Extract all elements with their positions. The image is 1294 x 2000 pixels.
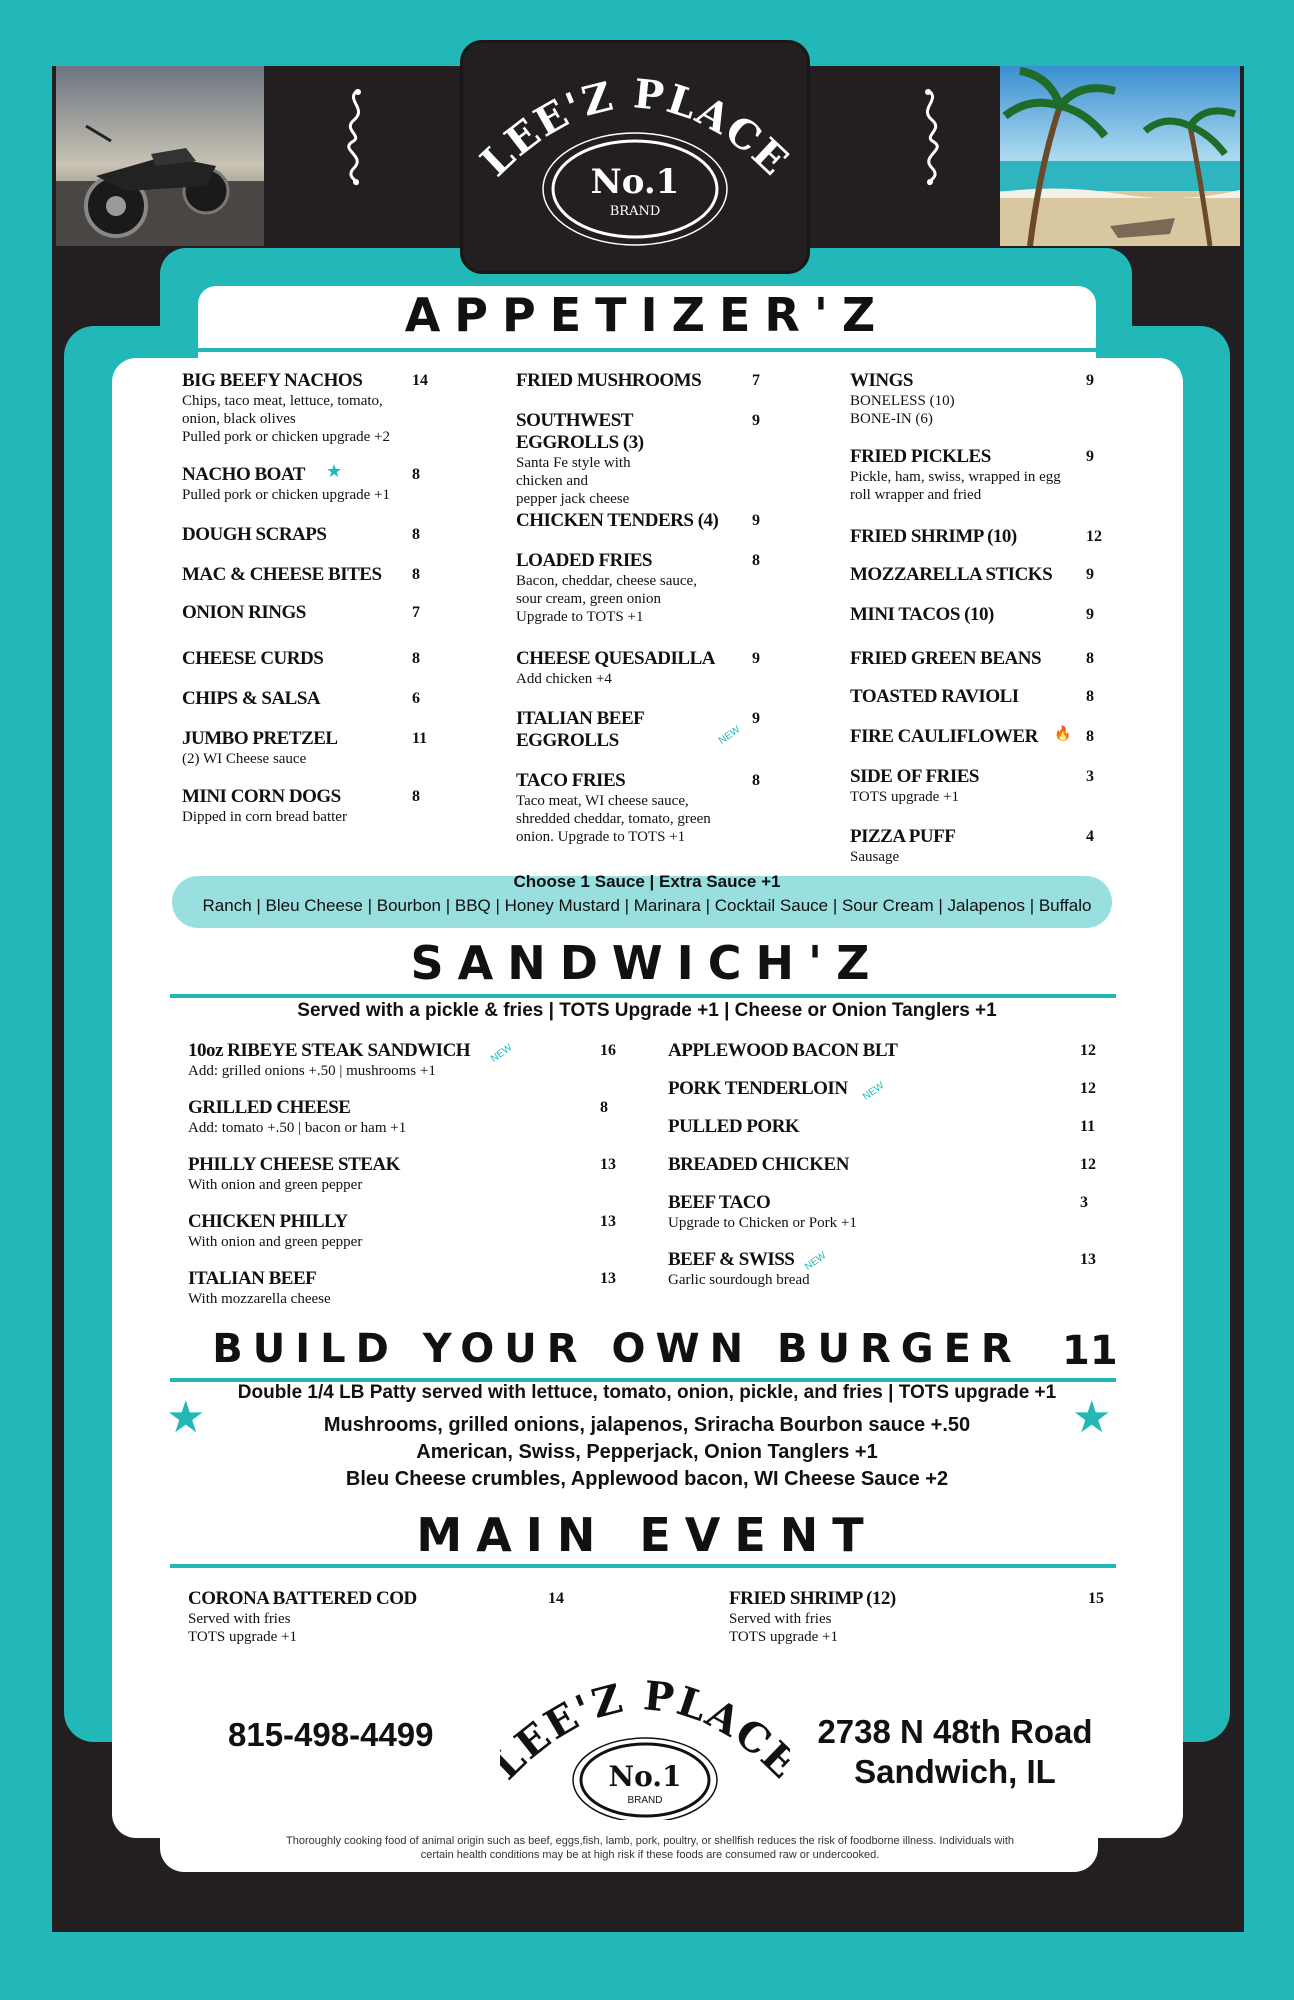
item-price: 9: [752, 512, 760, 529]
menu-item: [516, 550, 756, 626]
appetizers-rule: [198, 348, 1096, 352]
item-price: 3: [1080, 1194, 1088, 1211]
flourish-right-icon: [910, 86, 950, 186]
item-name: ITALIAN BEEF EGGROLLS: [516, 708, 644, 751]
item-price: 8: [412, 788, 420, 805]
item-price: 3: [1086, 768, 1094, 785]
item-desc: Garlic sourdough bread: [668, 1272, 810, 1288]
item-name: WINGS: [850, 370, 913, 391]
item-name: MAC & CHEESE BITES: [182, 564, 382, 585]
menu-item: [182, 786, 442, 826]
item-desc: Add: tomato +.50 | bacon or ham +1: [188, 1120, 407, 1136]
menu-item: [182, 648, 442, 670]
menu-item: [182, 602, 442, 624]
star-left-icon: ★: [166, 1392, 206, 1443]
item-name: APPLEWOOD BACON BLT: [668, 1040, 898, 1061]
item-price: 9: [1086, 606, 1094, 623]
item-desc: With onion and green pepper: [188, 1177, 363, 1193]
item-name: CORONA BATTERED COD: [188, 1588, 417, 1609]
menu-item: [188, 1154, 488, 1194]
main-event-title: MAIN EVENT: [416, 1508, 878, 1562]
menu-item: [182, 464, 442, 504]
item-price: 13: [600, 1156, 616, 1173]
item-price: 8: [1086, 650, 1094, 667]
item-name: 10oz RIBEYE STEAK SANDWICH: [188, 1040, 471, 1061]
item-desc: TOTS upgrade +1: [729, 1629, 838, 1645]
item-price: 9: [1086, 566, 1094, 583]
burger-option-2: American, Swiss, Pepperjack, Onion Tanglers +1: [416, 1441, 878, 1463]
menu-item: [182, 370, 442, 446]
star-right-icon: ★: [1072, 1392, 1112, 1443]
item-desc: onion. Upgrade to TOTS +1: [516, 829, 686, 845]
item-desc: Santa Fe style with chicken and: [516, 455, 631, 489]
item-price: 8: [1086, 688, 1094, 705]
item-price: 13: [1080, 1251, 1096, 1268]
item-name: BEEF TACO: [668, 1192, 771, 1213]
item-name: CHICKEN PHILLY: [188, 1211, 348, 1232]
item-price: 8: [752, 772, 760, 789]
item-name: ITALIAN BEEF: [188, 1268, 317, 1289]
menu-item: [516, 708, 676, 752]
menu-item: [188, 1097, 488, 1137]
item-desc: (2) WI Cheese sauce: [182, 751, 307, 767]
item-name: MINI TACOS (10): [850, 604, 994, 625]
item-name: BIG BEEFY NACHOS: [182, 370, 363, 391]
item-name: MOZZARELLA STICKS: [850, 564, 1053, 585]
address-line-2: Sandwich, IL: [854, 1753, 1056, 1790]
item-price: 6: [412, 690, 420, 707]
menu-item: [182, 524, 442, 546]
item-name: FIRE CAULIFLOWER: [850, 726, 1038, 747]
item-desc: Upgrade to Chicken or Pork +1: [668, 1215, 857, 1231]
item-price: 8: [1086, 728, 1094, 745]
item-desc: Upgrade to TOTS +1: [516, 609, 644, 625]
menu-item: [850, 564, 1100, 586]
item-desc: With mozzarella cheese: [188, 1291, 331, 1307]
item-price: 8: [412, 466, 420, 483]
item-name: FRIED MUSHROOMS: [516, 370, 702, 391]
item-desc: Served with fries: [729, 1611, 832, 1627]
item-desc: BONELESS (10): [850, 393, 955, 409]
burger-option-1: Mushrooms, grilled onions, jalapenos, Sriracha Bourbon sauce +.50: [323, 1414, 971, 1436]
item-desc: onion, black olives: [182, 411, 296, 427]
item-name: CHEESE CURDS: [182, 648, 324, 669]
main-item-cod: [188, 1588, 417, 1646]
item-price: 8: [752, 552, 760, 569]
item-name: PULLED PORK: [668, 1116, 800, 1137]
item-price: 16: [600, 1042, 616, 1059]
menu-item: [182, 564, 442, 586]
item-price: 13: [600, 1213, 616, 1230]
item-price: 4: [1086, 828, 1094, 845]
menu-item: [850, 766, 1100, 806]
item-price: 9: [752, 412, 760, 429]
menu-item: [516, 648, 756, 688]
item-name: BREADED CHICKEN: [668, 1154, 849, 1175]
item-price: 13: [600, 1270, 616, 1287]
item-desc: roll wrapper and fried: [850, 487, 982, 503]
burger-title: BUILD YOUR OWN BURGER: [212, 1326, 1022, 1372]
item-desc: Taco meat, WI cheese sauce,: [516, 793, 689, 809]
brand-logo: [460, 40, 810, 274]
sandwiches-title: SANDWICH'Z: [410, 936, 884, 990]
menu-item: [850, 826, 1100, 866]
item-desc: pepper jack cheese: [516, 491, 630, 507]
new-badge: NEW: [860, 1080, 887, 1103]
brand-badge: No.1: [590, 162, 680, 202]
address: [810, 1712, 1100, 1792]
menu-item: [188, 1268, 488, 1308]
footer-brand-sub: BRAND: [627, 1795, 663, 1806]
footer-brand-name: EE'Z PLAC: [506, 1672, 782, 1769]
item-name: MINI CORN DOGS: [182, 786, 341, 807]
menu-item: [188, 1211, 488, 1251]
menu-item: [668, 1040, 968, 1062]
item-price: 9: [1086, 448, 1094, 465]
main-item-shrimp: [729, 1588, 896, 1646]
item-name: PHILLY CHEESE STEAK: [188, 1154, 400, 1175]
item-desc: Served with fries: [188, 1611, 291, 1627]
sauce-title: Choose 1 Sauce | Extra Sauce +1: [513, 872, 781, 891]
menu-item: [516, 510, 756, 532]
item-desc: Add: grilled onions +.50 | mushrooms +1: [188, 1063, 436, 1079]
item-name: DOUGH SCRAPS: [182, 524, 327, 545]
item-desc: sour cream, green onion: [516, 591, 661, 607]
item-desc: Pulled pork or chicken upgrade +1: [182, 487, 390, 503]
item-desc: TOTS upgrade +1: [850, 789, 959, 805]
item-name: CHIPS & SALSA: [182, 688, 321, 709]
item-name: FRIED SHRIMP (12): [729, 1588, 896, 1609]
item-price: 9: [752, 650, 760, 667]
menu-item: [850, 686, 1100, 708]
item-name: CHICKEN TENDERS (4): [516, 510, 719, 531]
menu-item: [850, 370, 1100, 428]
menu-item: [668, 1078, 968, 1103]
item-name: GRILLED CHEESE: [188, 1097, 351, 1118]
item-name: FRIED SHRIMP (10): [850, 526, 1017, 547]
menu-item: [850, 446, 1100, 504]
item-name: TOASTED RAVIOLI: [850, 686, 1019, 707]
menu-item: [516, 370, 756, 392]
footer-logo: [500, 1670, 790, 1820]
new-badge: NEW: [488, 1042, 515, 1065]
item-price: 9: [1086, 372, 1094, 389]
item-desc: TOTS upgrade +1: [188, 1629, 297, 1645]
item-price: 15: [1088, 1590, 1104, 1607]
item-price: 8: [412, 650, 420, 667]
item-desc: Add chicken +4: [516, 671, 612, 687]
main-event-rule: [170, 1564, 1116, 1568]
new-badge: NEW: [716, 724, 743, 747]
item-price: 12: [1086, 528, 1102, 545]
sandwiches-rule: [170, 994, 1116, 998]
item-price: 7: [412, 604, 420, 621]
burger-option-3: Bleu Cheese crumbles, Applewood bacon, WI Cheese Sauce +2: [345, 1468, 949, 1490]
item-price: 14: [548, 1590, 564, 1607]
item-desc: Sausage: [850, 849, 900, 865]
food-safety-disclaimer: [210, 1834, 1090, 1862]
item-name: NACHO BOAT: [182, 464, 305, 485]
item-desc: Dipped in corn bread batter: [182, 809, 347, 825]
item-price: 14: [412, 372, 428, 389]
item-price: 8: [412, 566, 420, 583]
menu-item: [182, 688, 442, 710]
star-icon: ★: [326, 461, 343, 482]
item-name: FRIED PICKLES: [850, 446, 991, 467]
menu-item: [668, 1192, 968, 1232]
item-price: 12: [1080, 1042, 1096, 1059]
item-desc: Pulled pork or chicken upgrade +2: [182, 429, 390, 445]
brand-name: LEE'Z PLACE: [471, 70, 799, 186]
item-name: FRIED GREEN BEANS: [850, 648, 1042, 669]
sauce-list: Ranch | Bleu Cheese | Bourbon | BBQ | Honey Mustard | Marinara | Cocktail Sauce | Sour Cream | Jalapenos | Buffalo: [202, 896, 1092, 915]
menu-item: [516, 410, 676, 508]
menu-item: [850, 648, 1100, 670]
address-line-1: 2738 N 48th Road: [817, 1713, 1093, 1750]
item-price: 8: [600, 1099, 608, 1116]
item-name: BEEF & SWISS: [668, 1249, 795, 1270]
brand-sub: BRAND: [609, 204, 661, 219]
item-price: 8: [412, 526, 420, 543]
menu-item: [850, 604, 1100, 626]
disclaimer-line-1: Thoroughly cooking food of animal origin such as beef, eggs,fish, lamb, pork, poultry, or shellfish reduces the risk of foodborne illness. Individuals with: [285, 1835, 1014, 1847]
item-desc: Pickle, ham, swiss, wrapped in egg: [850, 469, 1061, 485]
item-price: 11: [412, 730, 428, 747]
flourish-left-icon: [336, 86, 376, 186]
item-desc: With onion and green pepper: [188, 1234, 363, 1250]
beach-photo: [1000, 66, 1240, 246]
menu-item: [516, 770, 756, 846]
item-price: 7: [752, 372, 760, 389]
sandwiches-subtitle: Served with a pickle & fries | TOTS Upgrade +1 | Cheese or Onion Tanglers +1: [297, 1000, 997, 1021]
item-name: ONION RINGS: [182, 602, 306, 623]
burger-subtitle: Double 1/4 LB Patty served with lettuce, tomato, onion, pickle, and fries | TOTS upgrade +1: [237, 1382, 1057, 1403]
motorcycle-photo: [56, 66, 264, 246]
new-badge: NEW: [802, 1250, 829, 1273]
burger-price: 11: [1062, 1328, 1118, 1374]
item-desc: BONE-IN (6): [850, 411, 933, 427]
appetizers-title: APPETIZER'Z: [404, 288, 890, 342]
flame-icon: 🔥: [1054, 726, 1072, 742]
item-name: PORK TENDERLOIN: [668, 1078, 848, 1099]
footer-brand-badge: No.1: [608, 1760, 682, 1793]
menu-item: [668, 1154, 968, 1176]
item-desc: shredded cheddar, tomato, green: [516, 811, 711, 827]
item-name: SIDE OF FRIES: [850, 766, 979, 787]
item-name: JUMBO PRETZEL: [182, 728, 338, 749]
menu-item: [188, 1040, 488, 1080]
item-price: 11: [1080, 1118, 1096, 1135]
item-price: 9: [752, 710, 760, 727]
item-desc: Chips, taco meat, lettuce, tomato,: [182, 393, 383, 409]
menu-item: [850, 526, 1100, 548]
menu-item: [668, 1116, 968, 1138]
item-name: PIZZA PUFF: [850, 826, 956, 847]
phone-number: 815-498-4499: [228, 1716, 434, 1753]
item-price: 12: [1080, 1156, 1096, 1173]
item-name: CHEESE QUESADILLA: [516, 648, 715, 669]
menu-item: [182, 728, 442, 768]
disclaimer-line-2: certain health conditions may be at high risk if these foods are consumed raw or undercooked.: [420, 1849, 880, 1861]
item-price: 12: [1080, 1080, 1096, 1097]
item-name: LOADED FRIES: [516, 550, 652, 571]
item-name: TACO FRIES: [516, 770, 626, 791]
item-name: SOUTHWEST EGGROLLS (3): [516, 410, 644, 453]
item-desc: Bacon, cheddar, cheese sauce,: [516, 573, 697, 589]
